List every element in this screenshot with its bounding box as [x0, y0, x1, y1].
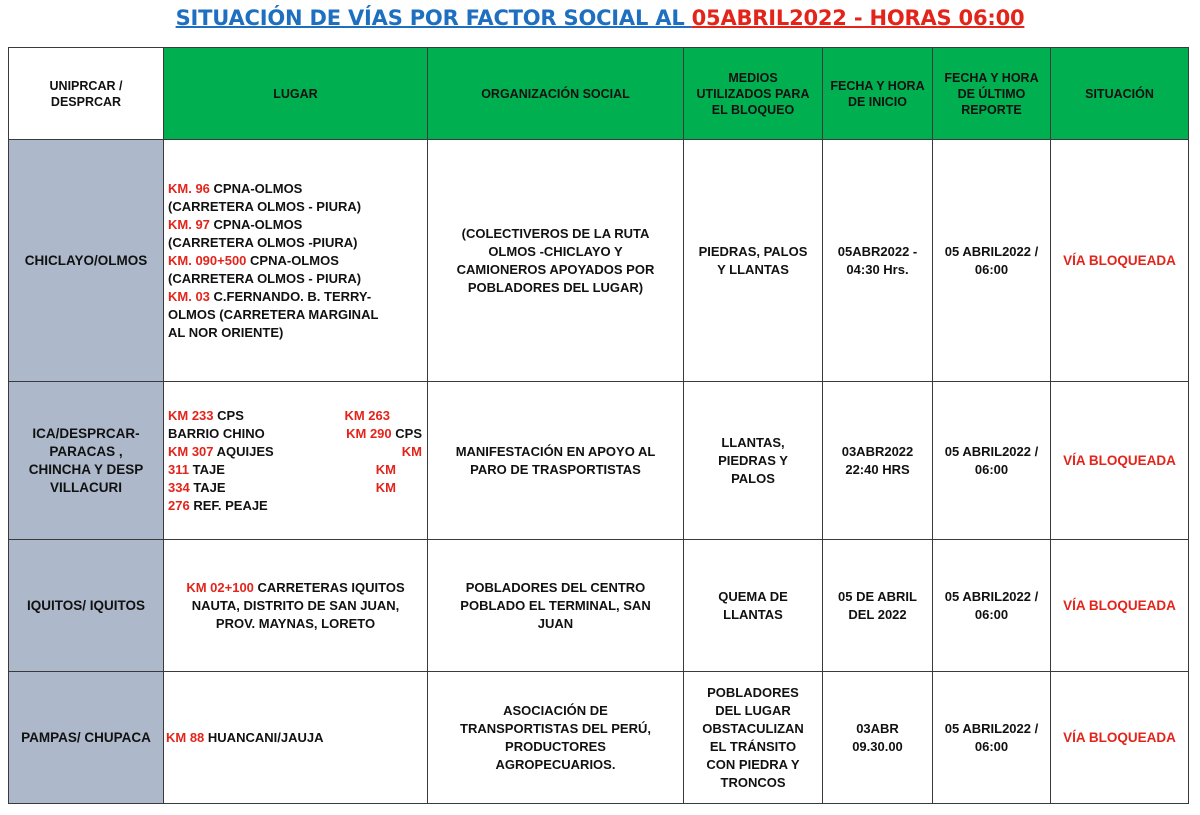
header-unit: UNIPRCAR / DESPRCAR: [9, 48, 164, 140]
table-row: [9, 140, 1189, 382]
header-organizacion: ORGANIZACIÓN SOCIAL: [428, 48, 684, 140]
ultimo-reporte-cell: 05 ABRIL2022 / 06:00: [933, 140, 1051, 382]
unit-cell: ICA/DESPRCAR- PARACAS , CHINCHA Y DESP VILLACURI: [9, 382, 164, 540]
inicio-cell: 03ABR2022 22:40 HRS: [823, 382, 933, 540]
unit-cell: PAMPAS/ CHUPACA: [9, 672, 164, 804]
lugar-cell: KM. 96 CPNA-OLMOS (CARRETERA OLMOS - PIURA) KM. 97 CPNA-OLMOS (CARRETERA OLMOS -PIURA) KM. 090+500 CPNA-OLMOS (CARRETERA OLMOS - PIURA) KM. 03 C.FERNANDO. B. TERRY- OLMOS (CARRETERA MARGINAL AL NOR ORIENTE): [164, 140, 428, 382]
situacion-cell: VÍA BLOQUEADA: [1051, 382, 1189, 540]
title-date: 05ABRIL2022 - HORAS 06:00: [691, 6, 1025, 30]
page-title: [0, 6, 1200, 30]
inicio-cell: 03ABR 09.30.00: [823, 672, 933, 804]
inicio-cell: 05 DE ABRIL DEL 2022: [823, 540, 933, 672]
medios-cell: PIEDRAS, PALOS Y LLANTAS: [684, 140, 823, 382]
header-lugar: LUGAR: [164, 48, 428, 140]
header-inicio: FECHA Y HORA DE INICIO: [823, 48, 933, 140]
organizacion-cell: POBLADORES DEL CENTRO POBLADO EL TERMINAL, SAN JUAN: [428, 540, 684, 672]
inicio-cell: 05ABR2022 - 04:30 Hrs.: [823, 140, 933, 382]
table-row: [9, 382, 1189, 540]
header-medios: MEDIOS UTILIZADOS PARA EL BLOQUEO: [684, 48, 823, 140]
organizacion-cell: (COLECTIVEROS DE LA RUTA OLMOS -CHICLAYO Y CAMIONEROS APOYADOS POR POBLADORES DEL LUGAR): [428, 140, 684, 382]
lugar-cell: KM 233 CPS KM 263 BARRIO CHINO KM 290 CPS KM 307 AQUIJES KM 311 TAJE KM 334 TAJE KM 276 REF. PEAJE: [164, 382, 428, 540]
header-situacion: SITUACIÓN: [1051, 48, 1189, 140]
situacion-cell: VÍA BLOQUEADA: [1051, 140, 1189, 382]
header-row: [9, 48, 1189, 140]
lugar-cell: KM 88 HUANCANI/JAUJA: [164, 672, 428, 804]
organizacion-cell: ASOCIACIÓN DE TRANSPORTISTAS DEL PERÚ, PRODUCTORES AGROPECUARIOS.: [428, 672, 684, 804]
medios-cell: QUEMA DE LLANTAS: [684, 540, 823, 672]
unit-cell: CHICLAYO/OLMOS: [9, 140, 164, 382]
title-main: SITUACIÓN DE VÍAS POR FACTOR SOCIAL AL: [175, 6, 692, 30]
header-ultimo-reporte: FECHA Y HORA DE ÚLTIMO REPORTE: [933, 48, 1051, 140]
situacion-cell: VÍA BLOQUEADA: [1051, 540, 1189, 672]
ultimo-reporte-cell: 05 ABRIL2022 / 06:00: [933, 540, 1051, 672]
table-row: [9, 672, 1189, 804]
unit-cell: IQUITOS/ IQUITOS: [9, 540, 164, 672]
medios-cell: POBLADORES DEL LUGAR OBSTACULIZAN EL TRÁNSITO CON PIEDRA Y TRONCOS: [684, 672, 823, 804]
medios-cell: LLANTAS, PIEDRAS Y PALOS: [684, 382, 823, 540]
ultimo-reporte-cell: 05 ABRIL2022 / 06:00: [933, 672, 1051, 804]
table-row: [9, 540, 1189, 672]
lugar-cell: KM 02+100 CARRETERAS IQUITOS NAUTA, DISTRITO DE SAN JUAN, PROV. MAYNAS, LORETO: [164, 540, 428, 672]
situacion-cell: VÍA BLOQUEADA: [1051, 672, 1189, 804]
organizacion-cell: MANIFESTACIÓN EN APOYO AL PARO DE TRASPORTISTAS: [428, 382, 684, 540]
roads-status-table: [8, 47, 1189, 804]
ultimo-reporte-cell: 05 ABRIL2022 / 06:00: [933, 382, 1051, 540]
